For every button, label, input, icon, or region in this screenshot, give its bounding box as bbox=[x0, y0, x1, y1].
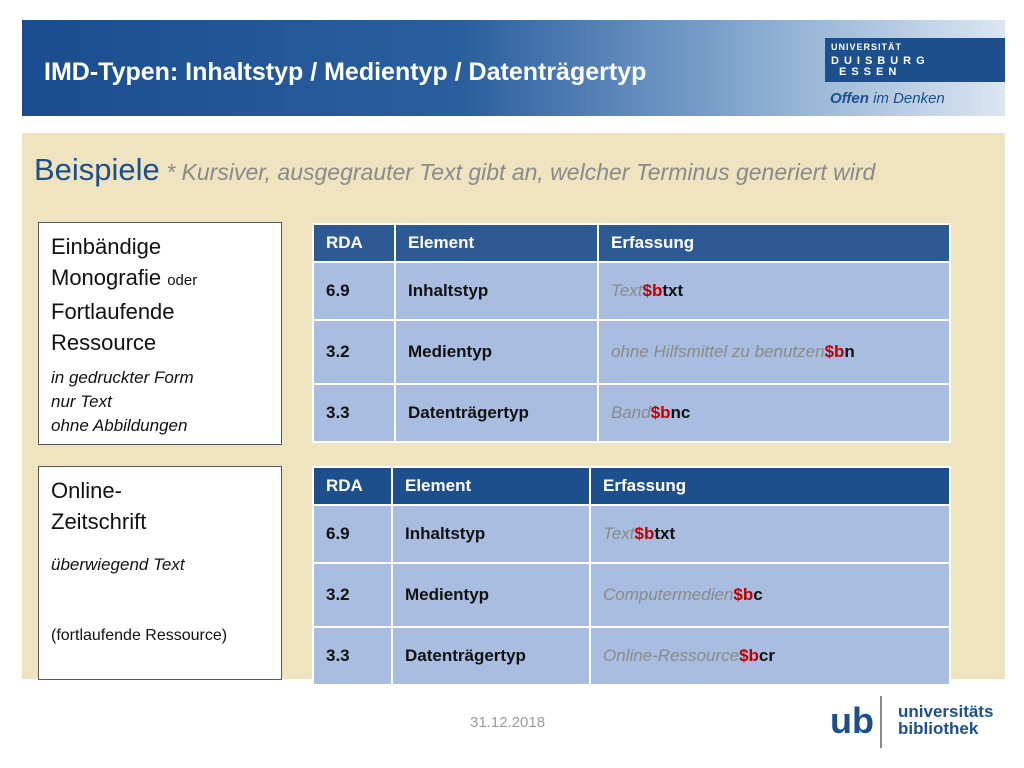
box1-italic3: ohne Abbildungen bbox=[51, 416, 188, 435]
table1-header-erfassung: Erfassung bbox=[598, 224, 950, 262]
code-value: txt bbox=[662, 281, 684, 300]
element-cell: Datenträgertyp bbox=[392, 627, 590, 685]
generated-term: Band bbox=[611, 403, 651, 422]
heading-title: Beispiele bbox=[34, 152, 160, 187]
table-row bbox=[313, 262, 950, 320]
logo-line-essen: ESSEN bbox=[839, 66, 902, 78]
rda-cell: 3.3 bbox=[313, 384, 395, 442]
example-box-monograph bbox=[38, 222, 282, 445]
box1-line3: Fortlaufende bbox=[51, 299, 175, 324]
erfassung-cell bbox=[598, 320, 950, 384]
element-cell: Medientyp bbox=[392, 563, 590, 627]
table2-header-element: Element bbox=[392, 467, 590, 505]
generated-term: Computermedien bbox=[603, 585, 734, 604]
erfassung-cell bbox=[590, 563, 950, 627]
ub-line1: universitäts bbox=[898, 702, 994, 721]
rda-cell: 3.2 bbox=[313, 563, 392, 627]
table2-header-row bbox=[313, 467, 950, 505]
erfassung-cell bbox=[590, 505, 950, 563]
subfield-code: $b bbox=[650, 403, 671, 422]
generated-term: ohne Hilfsmittel zu benutzen bbox=[611, 342, 825, 361]
box1-line4: Ressource bbox=[51, 330, 157, 355]
box1-line2a: Monografie bbox=[51, 265, 168, 290]
erfassung-cell bbox=[598, 262, 950, 320]
box2-line1: Online- bbox=[51, 478, 122, 503]
box2-note: (fortlaufende Ressource) bbox=[51, 627, 228, 644]
generated-term: Text bbox=[603, 524, 635, 543]
example-box-journal bbox=[38, 466, 282, 680]
table-row bbox=[313, 505, 950, 563]
table-row bbox=[313, 627, 950, 685]
rda-cell: 3.3 bbox=[313, 627, 392, 685]
table-journal bbox=[312, 466, 951, 686]
table2-header-erfassung: Erfassung bbox=[590, 467, 950, 505]
table-row bbox=[313, 320, 950, 384]
slogan bbox=[830, 90, 945, 107]
subfield-code: $b bbox=[824, 342, 845, 361]
subfield-code: $b bbox=[634, 524, 655, 543]
box1-line2 bbox=[51, 262, 269, 296]
generated-term: Text bbox=[611, 281, 643, 300]
table-row bbox=[313, 384, 950, 442]
logo-line-duisburg: DUISBURG bbox=[831, 55, 930, 67]
table1-header-rda: RDA bbox=[313, 224, 395, 262]
element-cell: Inhaltstyp bbox=[392, 505, 590, 563]
code-value: c bbox=[753, 585, 763, 604]
rda-cell: 6.9 bbox=[313, 262, 395, 320]
ub-divider bbox=[880, 696, 882, 748]
code-value: n bbox=[844, 342, 855, 361]
rda-cell: 3.2 bbox=[313, 320, 395, 384]
ub-logo: ub bbox=[830, 700, 874, 741]
slogan-rest: im Denken bbox=[868, 90, 945, 107]
ub-line2: bibliothek bbox=[898, 719, 979, 738]
table1-header-row bbox=[313, 224, 950, 262]
ub-logo-text bbox=[898, 703, 993, 737]
subfield-code: $b bbox=[733, 585, 754, 604]
generated-term: Online-Ressource bbox=[603, 646, 740, 665]
box1-line1: Einbändige bbox=[51, 234, 162, 259]
box2-italic1: überwiegend Text bbox=[51, 555, 185, 574]
box1-italic2: nur Text bbox=[51, 392, 112, 411]
element-cell: Medientyp bbox=[395, 320, 598, 384]
table2-header-rda: RDA bbox=[313, 467, 392, 505]
subfield-code: $b bbox=[642, 281, 663, 300]
footer-date: 31.12.2018 bbox=[470, 714, 546, 731]
table-monograph bbox=[312, 223, 951, 443]
code-value: cr bbox=[758, 646, 775, 665]
slide-title: IMD-Typen: Inhaltstyp / Medientyp / Datenträgertyp bbox=[44, 58, 647, 86]
logo-line-universitaet: UNIVERSITÄT bbox=[831, 42, 903, 52]
heading-note: * Kursiver, ausgegrauter Text gibt an, welcher Terminus generiert wird bbox=[159, 159, 876, 185]
erfassung-cell bbox=[590, 627, 950, 685]
section-heading bbox=[34, 152, 875, 188]
box1-italic1: in gedruckter Form bbox=[51, 368, 194, 387]
element-cell: Inhaltstyp bbox=[395, 262, 598, 320]
box2-line2: Zeitschrift bbox=[51, 509, 147, 534]
slogan-bold: Offen bbox=[830, 90, 869, 107]
rda-cell: 6.9 bbox=[313, 505, 392, 563]
box1-line2b: oder bbox=[167, 272, 198, 289]
code-value: nc bbox=[670, 403, 691, 422]
erfassung-cell bbox=[598, 384, 950, 442]
code-value: txt bbox=[654, 524, 676, 543]
table1-header-element: Element bbox=[395, 224, 598, 262]
table-row bbox=[313, 563, 950, 627]
subfield-code: $b bbox=[739, 646, 759, 665]
element-cell: Datenträgertyp bbox=[395, 384, 598, 442]
university-logo bbox=[825, 38, 1005, 82]
